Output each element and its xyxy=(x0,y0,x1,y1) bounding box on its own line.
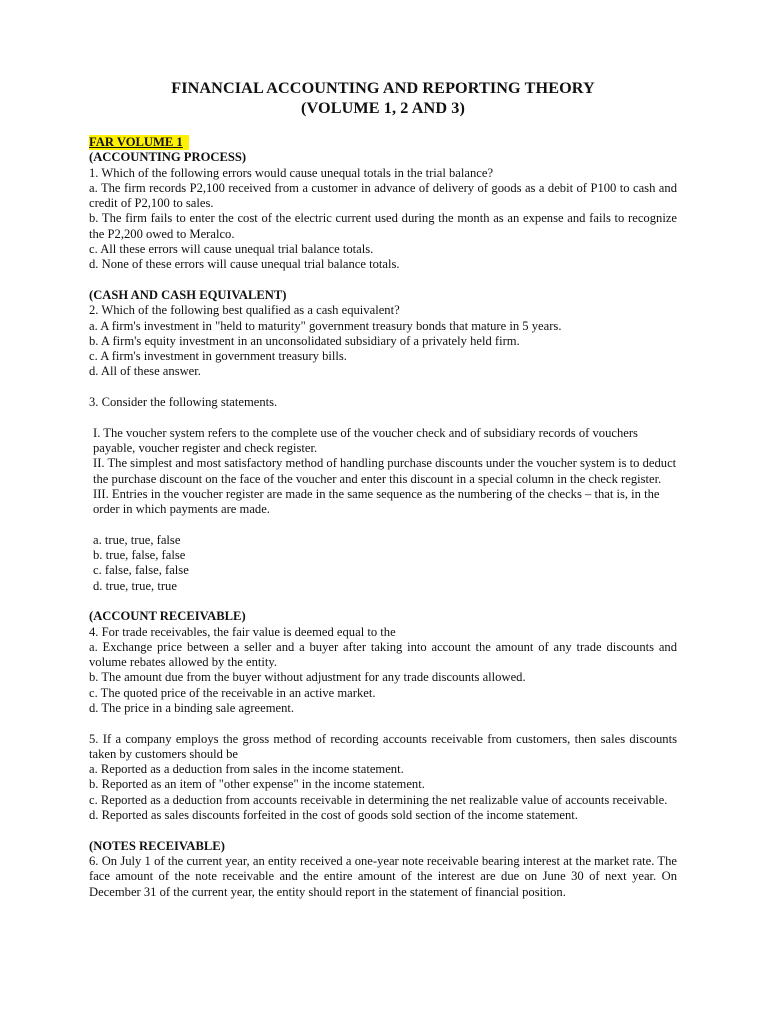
volume-label: FAR VOLUME 1 xyxy=(89,135,189,150)
q2-option-a: a. A firm's investment in "held to maturity" government treasury bonds that mature in 5 years. xyxy=(89,318,562,333)
q4-option-c: c. The quoted price of the receivable in an active market. xyxy=(89,685,376,700)
q3-statement-2: II. The simplest and most satisfactory method of handling purchase discounts under the voucher system is to deduct the purchase discount on the face of the voucher and enter this discount in a special column in the check register. xyxy=(93,456,677,486)
q3-option-c: c. false, false, false xyxy=(93,563,189,578)
question-6: 6. On July 1 of the current year, an entity received a one-year note receivable bearing interest at the market rate. The face amount of the note receivable and the entire amount of the interest are due on June 30 of next year. On December 31 of the current year, the entity should report in the statement of financial position. xyxy=(89,853,677,899)
question-4: 4. For trade receivables, the fair value is deemed equal to the xyxy=(89,624,396,639)
q2-option-d: d. All of these answer. xyxy=(89,364,201,379)
q1-option-d: d. None of these errors will cause unequal trial balance totals. xyxy=(89,257,400,272)
volume-heading xyxy=(89,135,677,150)
question-3: 3. Consider the following statements. xyxy=(89,395,278,410)
q1-option-a: a. The firm records P2,100 received from a customer in advance of delivery of goods as a debit of P100 to cash and credit of P2,100 to sales. xyxy=(89,180,677,211)
q5-option-d: d. Reported as sales discounts forfeited in the cost of goods sold section of the income statement. xyxy=(89,808,578,823)
q2-option-b: b. A firm's equity investment in an unconsolidated subsidiary of a privately held firm. xyxy=(89,333,520,348)
title-block xyxy=(89,78,677,118)
section-heading-cash: (CASH AND CASH EQUIVALENT) xyxy=(89,287,287,302)
q2-option-c: c. A firm's investment in government treasury bills. xyxy=(89,349,347,364)
q5-option-c: c. Reported as a deduction from accounts receivable in determining the net realizable value of accounts receivable. xyxy=(89,792,668,807)
question-2: 2. Which of the following best qualified as a cash equivalent? xyxy=(89,303,400,318)
q3-statement-3: III. Entries in the voucher register are made in the same sequence as the numbering of the checks – that is, in the order in which payments are made. xyxy=(93,486,660,517)
q1-option-c: c. All these errors will cause unequal trial balance totals. xyxy=(89,242,374,257)
section-heading-notes-receivable: (NOTES RECEIVABLE) xyxy=(89,838,225,853)
question-1: 1. Which of the following errors would cause unequal totals in the trial balance? xyxy=(89,165,494,180)
q5-option-a: a. Reported as a deduction from sales in the income statement. xyxy=(89,762,404,777)
q5-option-b: b. Reported as an item of "other expense" in the income statement. xyxy=(89,777,425,792)
q4-option-a: a. Exchange price between a seller and a buyer after taking into account the amount of any trade discounts and volume rebates allowed by the entity. xyxy=(89,639,677,670)
question-5: 5. If a company employs the gross method of recording accounts receivable from customers, then sales discounts taken by customers should be xyxy=(89,731,677,761)
document-subtitle: (VOLUME 1, 2 AND 3) xyxy=(301,99,465,117)
section-heading-account-receivable: (ACCOUNT RECEIVABLE) xyxy=(89,609,246,624)
section-heading-accounting-process: (ACCOUNTING PROCESS) xyxy=(89,150,247,165)
document-title: FINANCIAL ACCOUNTING AND REPORTING THEORY xyxy=(171,79,595,97)
q3-option-b: b. true, false, false xyxy=(93,548,186,563)
q3-statement-1: I. The voucher system refers to the complete use of the voucher check and of subsidiary records of vouchers payable, voucher register and check register. xyxy=(93,425,638,455)
q1-option-b: b. The firm fails to enter the cost of the electric current used during the month as an expense and fails to recognize the P2,200 owed to Meralco. xyxy=(89,211,677,241)
q3-option-d: d. true, true, true xyxy=(93,578,177,593)
q4-option-b: b. The amount due from the buyer without adjustment for any trade discounts allowed. xyxy=(89,670,526,685)
q3-option-a: a. true, true, false xyxy=(93,532,181,547)
q4-option-d: d. The price in a binding sale agreement. xyxy=(89,700,295,715)
document-page xyxy=(89,78,677,900)
